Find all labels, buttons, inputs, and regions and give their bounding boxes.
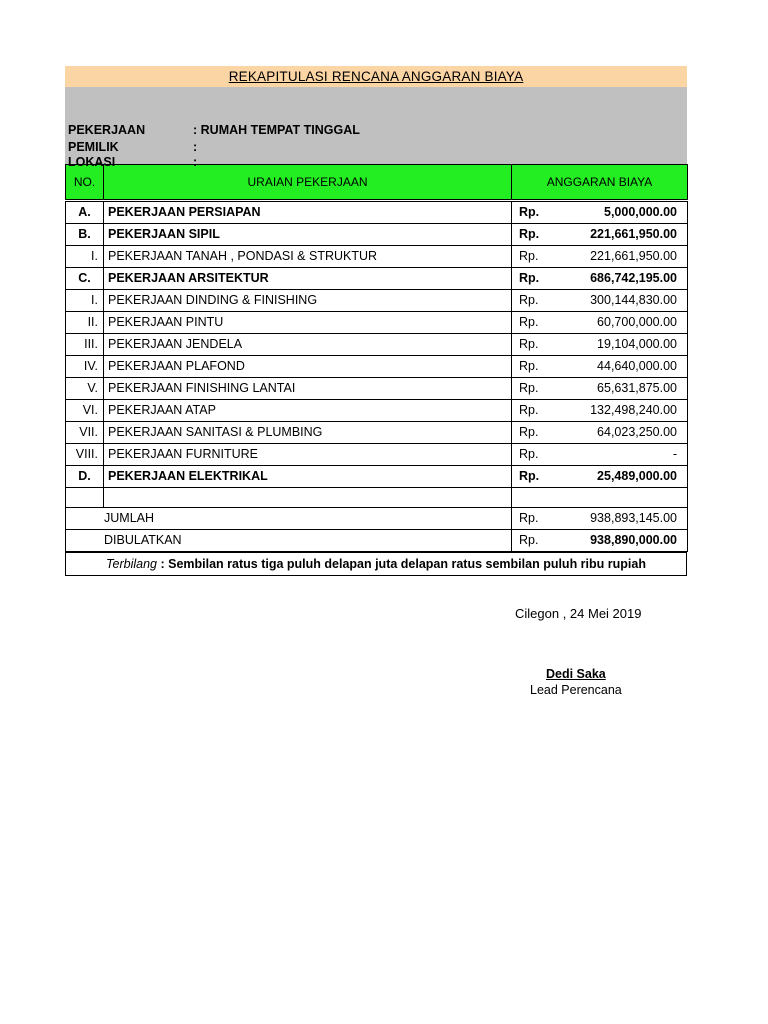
table-body: [66, 201, 688, 488]
row-number: VI.: [66, 400, 104, 422]
budget-recap-sheet: [65, 66, 687, 576]
row-currency: Rp.: [519, 205, 540, 219]
row-amount: 44,640,000.00: [597, 359, 677, 373]
row-description: PEKERJAAN ATAP: [104, 400, 512, 422]
dibulatkan-currency: Rp.: [519, 533, 539, 547]
row-number: IV.: [66, 356, 104, 378]
row-description: PEKERJAAN ARSITEKTUR: [104, 268, 512, 290]
jumlah-amount-cell: [512, 508, 688, 530]
row-currency: Rp.: [519, 249, 539, 263]
row-amount-cell: [512, 466, 688, 488]
row-amount: 221,661,950.00: [590, 249, 677, 263]
place-date: Cilegon , 24 Mei 2019: [515, 606, 642, 621]
row-currency: Rp.: [519, 469, 540, 483]
table-row: [66, 422, 688, 444]
table-row: [66, 268, 688, 290]
row-description: PEKERJAAN PINTU: [104, 312, 512, 334]
row-number: V.: [66, 378, 104, 400]
table-row: [66, 201, 688, 224]
terbilang-label: Terbilang: [106, 557, 157, 571]
row-description: PEKERJAAN SANITASI & PLUMBING: [104, 422, 512, 444]
row-number: I.: [66, 246, 104, 268]
row-currency: Rp.: [519, 359, 539, 373]
table-row: [66, 400, 688, 422]
table-blank-row: [66, 488, 688, 508]
table-row: [66, 444, 688, 466]
table-row: [66, 224, 688, 246]
row-currency: Rp.: [519, 271, 540, 285]
info-label: PEKERJAAN: [68, 123, 146, 137]
row-number: III.: [66, 334, 104, 356]
row-description: PEKERJAAN PLAFOND: [104, 356, 512, 378]
jumlah-row: [66, 508, 688, 530]
row-currency: Rp.: [519, 447, 539, 461]
row-currency: Rp.: [519, 381, 539, 395]
row-number: A.: [66, 201, 104, 224]
row-description: PEKERJAAN TANAH , PONDASI & STRUKTUR: [104, 246, 512, 268]
row-amount: 5,000,000.00: [604, 205, 677, 219]
row-amount-cell: [512, 246, 688, 268]
table-row: [66, 356, 688, 378]
row-number: B.: [66, 224, 104, 246]
signatory-name: Dedi Saka: [546, 667, 606, 681]
row-amount: 300,144,830.00: [590, 293, 677, 307]
row-amount-cell: [512, 312, 688, 334]
row-currency: Rp.: [519, 403, 539, 417]
table-row: [66, 334, 688, 356]
signatory-role: Lead Perencana: [530, 683, 622, 697]
row-amount: 65,631,875.00: [597, 381, 677, 395]
row-amount: 686,742,195.00: [590, 271, 677, 285]
row-description: PEKERJAAN PERSIAPAN: [104, 201, 512, 224]
dibulatkan-label: DIBULATKAN: [66, 530, 512, 552]
budget-table: [65, 164, 688, 552]
terbilang-separator: :: [157, 557, 169, 571]
info-label: LOKASI: [68, 155, 116, 169]
row-amount: 25,489,000.00: [597, 469, 677, 483]
row-amount: 60,700,000.00: [597, 315, 677, 329]
table-row: [66, 466, 688, 488]
row-amount: 132,498,240.00: [590, 403, 677, 417]
document-title: REKAPITULASI RENCANA ANGGARAN BIAYA: [65, 66, 687, 87]
jumlah-label: JUMLAH: [66, 508, 512, 530]
table-row: [66, 378, 688, 400]
info-value: :: [193, 140, 198, 154]
row-amount: 19,104,000.00: [597, 337, 677, 351]
row-amount-cell: [512, 224, 688, 246]
row-amount-cell: [512, 334, 688, 356]
row-amount-cell: [512, 268, 688, 290]
row-amount-cell: [512, 290, 688, 312]
row-number: I.: [66, 290, 104, 312]
row-currency: Rp.: [519, 293, 539, 307]
row-amount-cell: [512, 356, 688, 378]
info-label: PEMILIK: [68, 140, 119, 154]
info-value: :: [193, 155, 198, 169]
terbilang-text: Sembilan ratus tiga puluh delapan juta delapan ratus sembilan puluh ribu rupiah: [168, 557, 646, 571]
row-currency: Rp.: [519, 337, 539, 351]
info-value: : RUMAH TEMPAT TINGGAL: [193, 123, 360, 137]
row-number: VIII.: [66, 444, 104, 466]
table-row: [66, 312, 688, 334]
row-amount: 64,023,250.00: [597, 425, 677, 439]
dibulatkan-amount-cell: [512, 530, 688, 552]
row-currency: Rp.: [519, 227, 540, 241]
row-amount: -: [672, 447, 677, 461]
row-currency: Rp.: [519, 425, 539, 439]
table-row: [66, 290, 688, 312]
row-number: VII.: [66, 422, 104, 444]
row-amount: 221,661,950.00: [590, 227, 677, 241]
header-no: NO.: [66, 165, 104, 201]
row-amount-cell: [512, 422, 688, 444]
dibulatkan-row: [66, 530, 688, 552]
row-number: C.: [66, 268, 104, 290]
row-currency: Rp.: [519, 315, 539, 329]
row-number: II.: [66, 312, 104, 334]
row-amount-cell: [512, 378, 688, 400]
header-anggaran: ANGGARAN BIAYA: [512, 165, 688, 201]
jumlah-amount: 938,893,145.00: [590, 511, 677, 525]
header-uraian: URAIAN PEKERJAAN: [104, 165, 512, 201]
project-info: [65, 87, 687, 169]
row-description: PEKERJAAN SIPIL: [104, 224, 512, 246]
row-amount-cell: [512, 400, 688, 422]
row-number: D.: [66, 466, 104, 488]
row-description: PEKERJAAN JENDELA: [104, 334, 512, 356]
terbilang-row: [65, 552, 687, 576]
row-amount-cell: [512, 201, 688, 224]
row-description: PEKERJAAN ELEKTRIKAL: [104, 466, 512, 488]
row-description: PEKERJAAN DINDING & FINISHING: [104, 290, 512, 312]
row-description: PEKERJAAN FURNITURE: [104, 444, 512, 466]
table-row: [66, 246, 688, 268]
row-amount-cell: [512, 444, 688, 466]
jumlah-currency: Rp.: [519, 511, 539, 525]
row-description: PEKERJAAN FINISHING LANTAI: [104, 378, 512, 400]
dibulatkan-amount: 938,890,000.00: [590, 533, 677, 547]
